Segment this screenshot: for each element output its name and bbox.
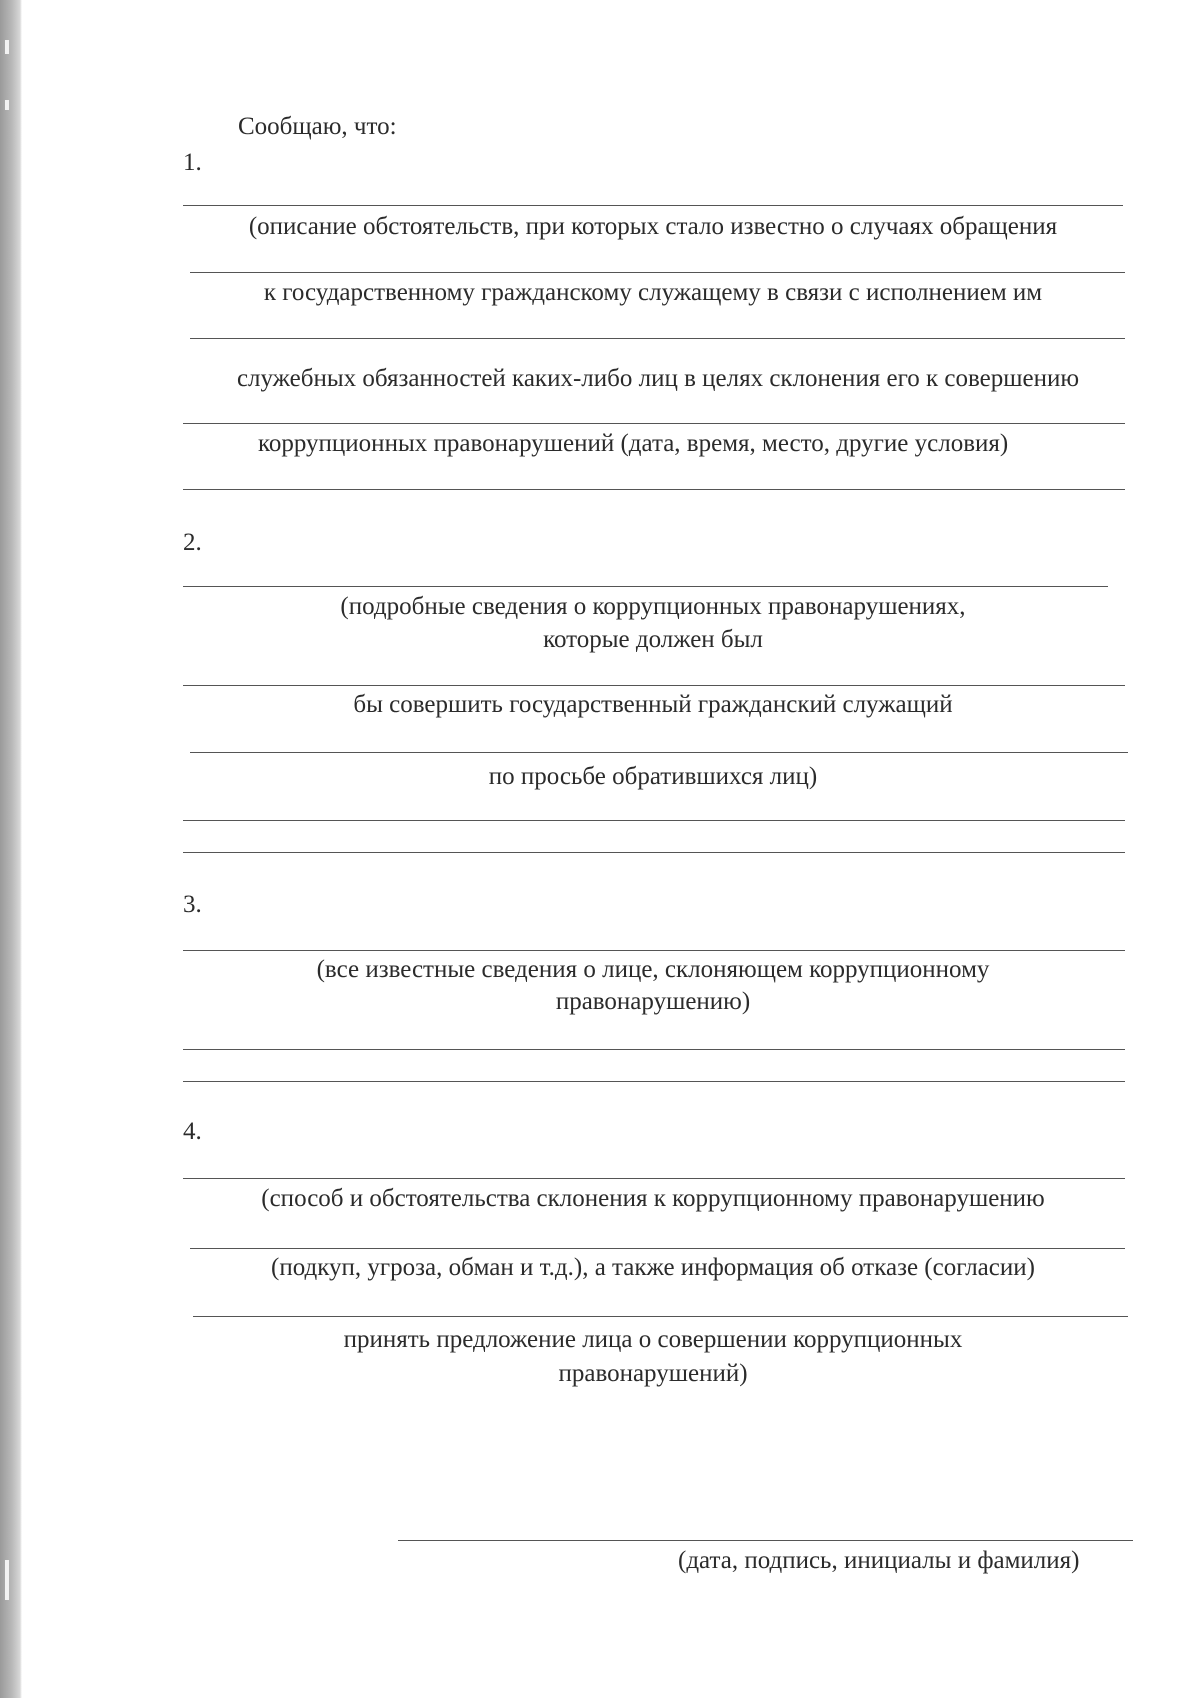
fill-line <box>183 423 1125 424</box>
scan-artifact <box>5 1560 9 1600</box>
fill-line <box>190 338 1125 339</box>
fill-line <box>183 685 1125 686</box>
section-3-number: 3. <box>183 891 202 918</box>
signature-caption: (дата, подпись, инициалы и фамилия) <box>678 1547 1080 1574</box>
fill-line <box>183 950 1125 951</box>
fill-line <box>183 586 1108 587</box>
section-2-caption-1: (подробные сведения о коррупционных правонарушениях, <box>340 593 966 620</box>
section-2-caption-2: которые должен был <box>543 626 763 653</box>
section-4-caption-4: правонарушений) <box>558 1360 748 1387</box>
scan-edge <box>0 0 22 1698</box>
section-1-caption-4: коррупционных правонарушений (дата, время, место, другие условия) <box>258 430 1009 457</box>
section-4-number: 4. <box>183 1118 202 1145</box>
intro-text: Сообщаю, что: <box>238 113 397 140</box>
section-1-number: 1. <box>183 149 202 176</box>
section-1-caption-1: (описание обстоятельств, при которых стало известно о случаях обращения <box>248 213 1058 240</box>
section-3-caption-1: (все известные сведения о лице, склоняющем коррупционному <box>316 956 990 983</box>
fill-line <box>190 752 1128 753</box>
section-3-caption-2: правонарушению) <box>555 988 751 1015</box>
section-4-caption-1: (способ и обстоятельства склонения к коррупционному правонарушению <box>261 1185 1045 1212</box>
fill-line <box>190 1248 1125 1249</box>
fill-line <box>193 1316 1128 1317</box>
section-1-caption-3: служебных обязанностей каких-либо лиц в целях склонения его к совершению <box>236 365 1080 392</box>
fill-line <box>183 820 1125 821</box>
signature-line <box>398 1540 1133 1541</box>
section-2-number: 2. <box>183 529 202 556</box>
fill-line <box>183 489 1125 490</box>
scan-artifact <box>5 100 9 110</box>
fill-line <box>190 272 1125 273</box>
section-4-caption-2: (подкуп, угроза, обман и т.д.), а также информация об отказе (согласии) <box>271 1254 1035 1281</box>
fill-line <box>183 205 1123 206</box>
fill-line <box>183 1178 1125 1179</box>
section-1-caption-2: к государственному гражданскому служащему в связи с исполнением им <box>263 279 1043 306</box>
scan-artifact <box>5 40 9 54</box>
fill-line <box>183 852 1125 853</box>
section-2-caption-4: по просьбе обратившихся лиц) <box>488 763 818 790</box>
section-4-caption-3: принять предложение лица о совершении коррупционных <box>343 1326 963 1353</box>
section-2-caption-3: бы совершить государственный гражданский служащий <box>353 691 953 718</box>
fill-line <box>183 1081 1125 1082</box>
fill-line <box>183 1049 1125 1050</box>
